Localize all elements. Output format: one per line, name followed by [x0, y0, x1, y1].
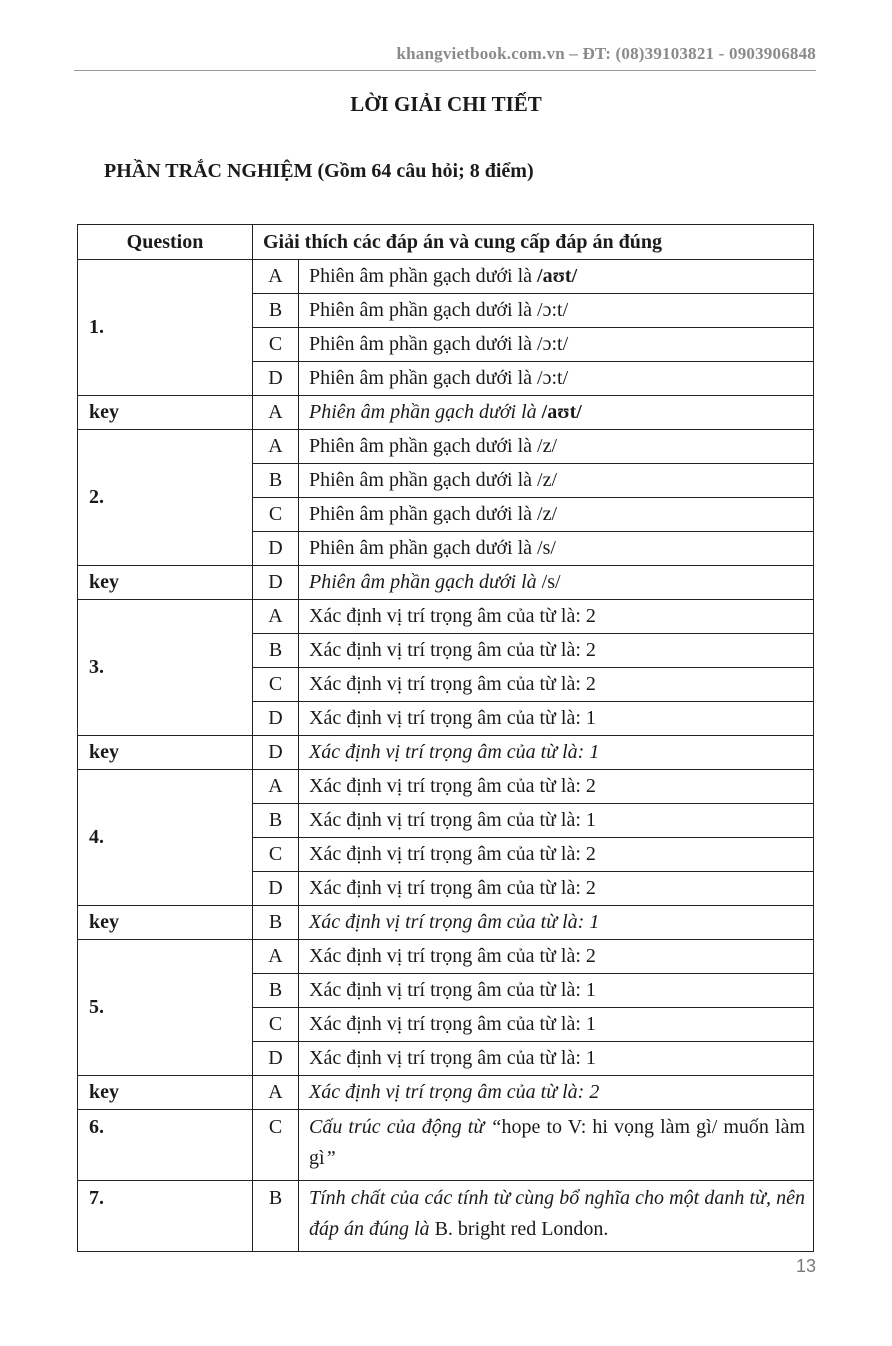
header-text: khangvietbook.com.vn – ĐT: (08)39103821 - 0903906848 — [396, 44, 816, 63]
key-label: key — [78, 396, 253, 430]
key-letter: A — [253, 396, 299, 430]
key-text: Xác định vị trí trọng âm của từ là: 1 — [299, 906, 814, 940]
option-text: Xác định vị trí trọng âm của từ là: 1 — [299, 804, 814, 838]
question-number: 7. — [78, 1181, 253, 1252]
question-number: 2. — [78, 430, 253, 566]
option-text: Xác định vị trí trọng âm của từ là: 1 — [299, 1042, 814, 1076]
table-row — [78, 940, 814, 974]
option-text: Xác định vị trí trọng âm của từ là: 2 — [299, 872, 814, 906]
option-letter: D — [253, 362, 299, 396]
key-text: Phiên âm phần gạch dưới là /aʊt/ — [299, 396, 814, 430]
question-number: 6. — [78, 1110, 253, 1181]
option-letter: C — [253, 498, 299, 532]
table-row — [78, 430, 814, 464]
option-text: Phiên âm phần gạch dưới là /ɔ:t/ — [299, 294, 814, 328]
key-letter: D — [253, 736, 299, 770]
option-text: Phiên âm phần gạch dưới là /z/ — [299, 498, 814, 532]
table-row — [78, 770, 814, 804]
option-text: Xác định vị trí trọng âm của từ là: 2 — [299, 668, 814, 702]
question-number: 3. — [78, 600, 253, 736]
key-text: Xác định vị trí trọng âm của từ là: 2 — [299, 1076, 814, 1110]
question-number: 1. — [78, 260, 253, 396]
question-number: 4. — [78, 770, 253, 906]
option-letter: B — [253, 294, 299, 328]
option-text: Phiên âm phần gạch dưới là /z/ — [299, 430, 814, 464]
page-header — [74, 44, 816, 71]
option-text: Phiên âm phần gạch dưới là /ɔ:t/ — [299, 362, 814, 396]
table-row — [78, 1110, 814, 1181]
option-text: Phiên âm phần gạch dưới là /z/ — [299, 464, 814, 498]
option-text: Xác định vị trí trọng âm của từ là: 1 — [299, 1008, 814, 1042]
key-letter: B — [253, 906, 299, 940]
table-row — [78, 260, 814, 294]
option-letter: B — [253, 804, 299, 838]
answer-letter: B — [253, 1181, 299, 1252]
option-letter: C — [253, 328, 299, 362]
question-column-header: Question — [78, 225, 253, 260]
key-label: key — [78, 736, 253, 770]
option-text: Phiên âm phần gạch dưới là /aʊt/ — [299, 260, 814, 294]
key-row — [78, 396, 814, 430]
option-letter: D — [253, 702, 299, 736]
key-row — [78, 1076, 814, 1110]
key-text: Phiên âm phần gạch dưới là /s/ — [299, 566, 814, 600]
explanation-column-header: Giải thích các đáp án và cung cấp đáp án đúng — [253, 225, 814, 260]
option-letter: B — [253, 634, 299, 668]
option-letter: C — [253, 668, 299, 702]
option-letter: B — [253, 974, 299, 1008]
key-row — [78, 566, 814, 600]
section-subtitle: PHẦN TRẮC NGHIỆM (Gồm 64 câu hỏi; 8 điểm) — [104, 160, 534, 182]
option-text: Phiên âm phần gạch dưới là /ɔ:t/ — [299, 328, 814, 362]
answer-letter: C — [253, 1110, 299, 1181]
answer-explanation: Tính chất của các tính từ cùng bổ nghĩa cho một danh từ, nên đáp án đúng là B. bright red London. — [299, 1181, 814, 1252]
key-row — [78, 736, 814, 770]
table-row — [78, 1181, 814, 1252]
option-text: Phiên âm phần gạch dưới là /s/ — [299, 532, 814, 566]
option-text: Xác định vị trí trọng âm của từ là: 1 — [299, 974, 814, 1008]
option-text: Xác định vị trí trọng âm của từ là: 2 — [299, 838, 814, 872]
page-title: LỜI GIẢI CHI TIẾT — [350, 92, 542, 116]
table-row — [78, 600, 814, 634]
option-letter: A — [253, 430, 299, 464]
key-text: Xác định vị trí trọng âm của từ là: 1 — [299, 736, 814, 770]
option-letter: C — [253, 838, 299, 872]
key-letter: A — [253, 1076, 299, 1110]
option-letter: A — [253, 770, 299, 804]
option-text: Xác định vị trí trọng âm của từ là: 2 — [299, 600, 814, 634]
key-label: key — [78, 1076, 253, 1110]
answer-explanation: Cấu trúc của động từ “hope to V: hi vọng làm gì/ muốn làm gì” — [299, 1110, 814, 1181]
option-text: Xác định vị trí trọng âm của từ là: 2 — [299, 940, 814, 974]
option-letter: A — [253, 940, 299, 974]
option-letter: A — [253, 600, 299, 634]
key-label: key — [78, 566, 253, 600]
answers-table — [77, 224, 814, 1252]
option-letter: D — [253, 872, 299, 906]
option-text: Xác định vị trí trọng âm của từ là: 1 — [299, 702, 814, 736]
option-letter: D — [253, 1042, 299, 1076]
table-header-row — [78, 225, 814, 260]
key-row — [78, 906, 814, 940]
option-text: Xác định vị trí trọng âm của từ là: 2 — [299, 770, 814, 804]
option-letter: B — [253, 464, 299, 498]
option-letter: D — [253, 532, 299, 566]
option-letter: C — [253, 1008, 299, 1042]
key-label: key — [78, 906, 253, 940]
option-text: Xác định vị trí trọng âm của từ là: 2 — [299, 634, 814, 668]
option-letter: A — [253, 260, 299, 294]
key-letter: D — [253, 566, 299, 600]
question-number: 5. — [78, 940, 253, 1076]
page-number: 13 — [795, 1256, 816, 1276]
